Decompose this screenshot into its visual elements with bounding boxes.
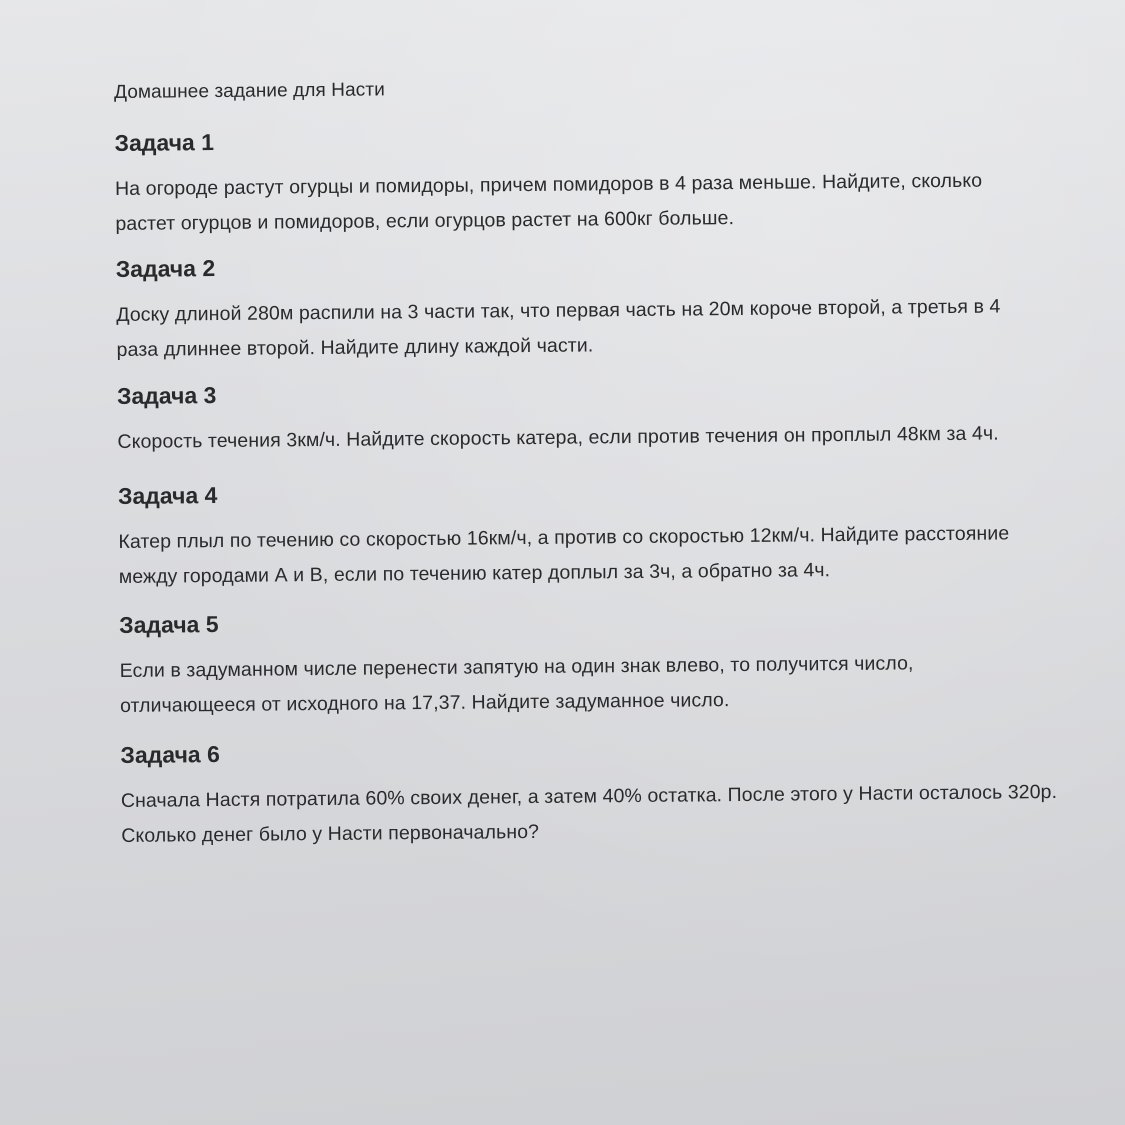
homework-document — [114, 71, 1074, 847]
task-line: На огороде растут огурцы и помидоры, причем помидоров в 4 раза меньше. Найдите, сколько — [114, 169, 983, 200]
task-heading: Задача 2 — [115, 255, 216, 282]
task-text — [116, 290, 1001, 368]
document-title: Домашнее задание для Насти — [114, 79, 385, 103]
task-line: Катер плыл по течению со скоростью 16км/ч, а против со скоростью 12км/ч. Найдите расстояние — [118, 522, 1010, 553]
task-line: растет огурцов и помидоров, если огурцов растет на 600кг больше. — [115, 207, 735, 235]
task-line: Доску длиной 280м распили на 3 части так, что первая часть на 20м короче второй, а третья в 4 — [116, 295, 1001, 326]
task-2 — [116, 246, 1001, 368]
task-heading: Задача 5 — [119, 611, 219, 638]
task-3 — [117, 373, 999, 460]
task-text — [115, 164, 983, 242]
task-line: раза длиннее второй. Найдите длину каждой части. — [116, 334, 594, 361]
task-heading: Задача 4 — [117, 482, 218, 509]
task-heading: Задача 6 — [120, 741, 220, 768]
task-line: Скорость течения 3км/ч. Найдите скорость катера, если против течения он проплыл 48км за 4ч. — [117, 422, 999, 453]
task-line: между городами А и В, если по течению катер доплыл за 3ч, а обратно за 4ч. — [118, 559, 831, 588]
task-4 — [118, 472, 1010, 595]
task-text — [117, 417, 999, 460]
task-line: Если в задуманном числе перенести запятую на один знак влево, то получится число, — [119, 652, 914, 682]
task-heading: Задача 3 — [116, 382, 217, 409]
task-text — [121, 775, 1058, 854]
task-6 — [120, 731, 1057, 854]
task-heading: Задача 1 — [114, 129, 215, 156]
task-text — [118, 516, 1009, 595]
task-line: отличающееся от исходного на 17,37. Найдите задуманное число. — [119, 689, 730, 717]
task-text — [120, 646, 914, 724]
task-line: Сначала Настя потратила 60% своих денег, а затем 40% остатка. После этого у Насти осталось 320р. — [120, 780, 1058, 812]
task-5 — [119, 602, 914, 724]
task-1 — [114, 120, 982, 242]
task-line: Сколько денег было у Насти первоначально? — [121, 820, 540, 847]
